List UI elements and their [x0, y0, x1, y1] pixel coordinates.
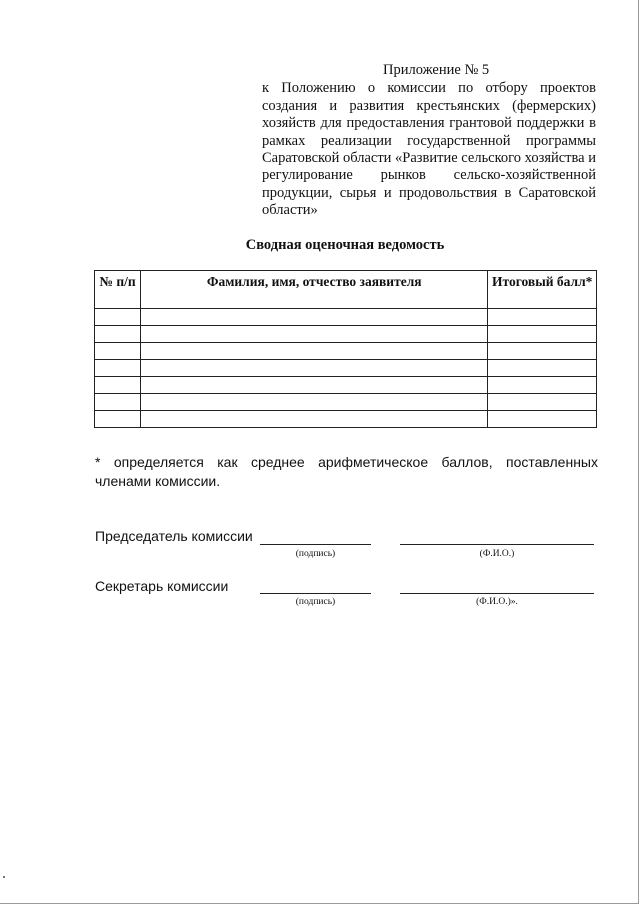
name-cell[interactable] — [141, 343, 488, 360]
secretary-label: Секретарь комиссии — [95, 578, 229, 594]
table-row — [95, 326, 597, 343]
chairman-signature-line[interactable] — [260, 544, 371, 545]
name-cell[interactable] — [141, 360, 488, 377]
chairman-name-caption: (Ф.И.О.) — [479, 549, 515, 559]
name-cell[interactable] — [141, 309, 488, 326]
number-cell[interactable] — [95, 377, 141, 394]
header-number: № п/п — [95, 271, 141, 309]
score-cell[interactable] — [488, 343, 597, 360]
name-cell[interactable] — [141, 394, 488, 411]
summary-table — [94, 270, 597, 428]
name-cell[interactable] — [141, 326, 488, 343]
table-row — [95, 309, 597, 326]
score-cell[interactable] — [488, 377, 597, 394]
document-title: Сводная оценочная ведомость — [245, 237, 445, 253]
chairman-label: Председатель комиссии — [95, 528, 253, 544]
number-cell[interactable] — [95, 360, 141, 377]
number-cell[interactable] — [95, 326, 141, 343]
table-header-row — [95, 271, 597, 309]
secretary-name-caption: (Ф.И.О.)». — [476, 597, 518, 607]
table-row — [95, 394, 597, 411]
table-row — [95, 411, 597, 428]
score-cell[interactable] — [488, 360, 597, 377]
secretary-name-line[interactable] — [400, 593, 594, 594]
score-cell[interactable] — [488, 309, 597, 326]
header-total-score: Итоговый балл* — [488, 271, 597, 309]
table-body — [95, 309, 597, 428]
annex-title: Приложение № 5 — [383, 62, 490, 78]
number-cell[interactable] — [95, 411, 141, 428]
secretary-signature-caption: (подпись) — [295, 597, 336, 607]
scan-speck — [3, 876, 5, 878]
score-cell[interactable] — [488, 326, 597, 343]
table-row — [95, 360, 597, 377]
score-cell[interactable] — [488, 411, 597, 428]
number-cell[interactable] — [95, 309, 141, 326]
chairman-name-line[interactable] — [400, 544, 594, 545]
annex-body: к Положению о комиссии по отбору проектов создания и развития крестьянских (фермерских) хозяйств для предоставления грантовой поддержки в рамках реализации государственной программы Саратовской области «Развитие сельского хозяйства и регулирование рынков сельско-хозяйственной продукции, сырья и продовольствия в Саратовской области» — [262, 80, 596, 219]
name-cell[interactable] — [141, 411, 488, 428]
table-row — [95, 377, 597, 394]
chairman-signature-caption: (подпись) — [295, 549, 336, 559]
name-cell[interactable] — [141, 377, 488, 394]
score-cell[interactable] — [488, 394, 597, 411]
footnote: * определяется как среднее арифметическое баллов, поставленных членами комиссии. — [95, 454, 598, 489]
number-cell[interactable] — [95, 343, 141, 360]
header-applicant-name: Фамилия, имя, отчество заявителя — [141, 271, 488, 309]
annex-block — [262, 62, 596, 220]
number-cell[interactable] — [95, 394, 141, 411]
secretary-signature-line[interactable] — [260, 593, 371, 594]
table-row — [95, 343, 597, 360]
